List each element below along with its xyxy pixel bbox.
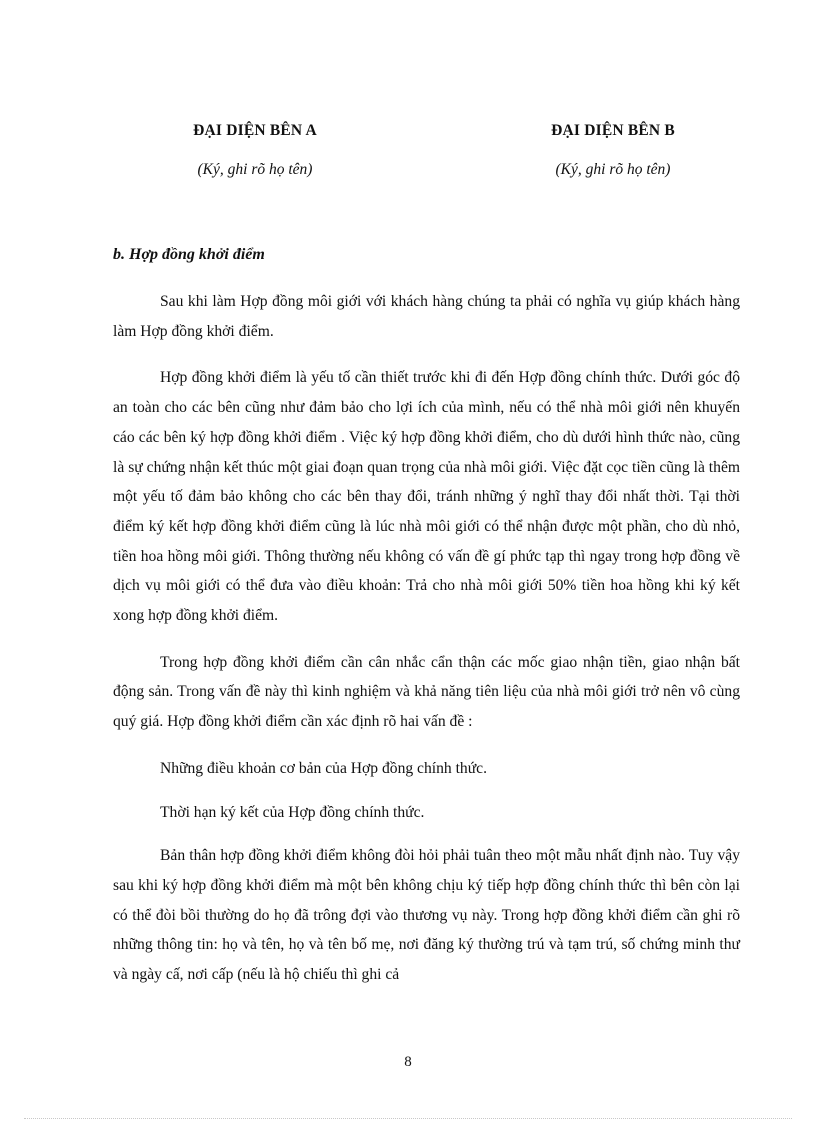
signature-block-party-b	[493, 120, 733, 181]
paragraph: Bản thân hợp đồng khởi điểm không đòi hỏi phải tuân theo một mẫu nhất định nào. Tuy vậy sau khi ký hợp đồng khởi điểm mà một bên không chịu ký tiếp hợp đồng chính thức thì bên còn lại có thể đòi bồi thường do họ đã trông đợi vào thương vụ này. Trong hợp đồng khởi điểm cần ghi rõ những thông tin: họ và tên, họ và tên bố mẹ, nơi đăng ký thường trú và tạm trú, số chứng minh thư và ngày cấ, nơi cấp (nếu là hộ chiếu thì ghi cả	[113, 847, 740, 984]
paragraph: Hợp đồng khởi điểm là yếu tố cần thiết trước khi đi đến Hợp đồng chính thức. Dưới góc độ an toàn cho các bên cũng như đảm bảo cho lợi ích của mình, nếu có thể nhà môi giới nên khuyến cáo các bên ký hợp đồng khởi điểm . Việc ký hợp đồng khởi điểm, cho dù dưới hình thức nào, cũng là sự chứng nhận kết thúc một giai đoạn quan trọng của nhà môi giới. Việc đặt cọc tiền cũng là thêm một yếu tố đảm bảo không cho các bên thay đổi, tránh những ý nghĩ thay đổi nhất thời. Tại thời điểm ký kết hợp đồng khởi điểm cũng là lúc nhà môi giới có thể nhận được một phần, cho dù nhỏ, tiền hoa hồng môi giới. Thông thường nếu không có vấn đề gí phức tạp thì ngay trong hợp đồng về dịch vụ môi giới có thể đưa vào điều khoản: Trả cho nhà môi giới 50% tiền hoa hồng khi ký kết xong hợp đồng khởi điểm.	[113, 369, 740, 625]
signature-title-party-a: ĐẠI DIỆN BÊN A	[193, 122, 317, 139]
paragraph: Sau khi làm Hợp đồng môi giới với khách hàng chúng ta phải có nghĩa vụ giúp khách hàng làm Hợp đồng khởi điểm.	[113, 293, 740, 340]
document-body	[113, 241, 740, 1007]
page-number: 8	[404, 1054, 412, 1070]
list-item: Thời hạn ký kết của Hợp đồng chính thức.	[160, 803, 425, 821]
signature-note-party-b: (Ký, ghi rõ họ tên)	[555, 161, 671, 178]
signature-title-party-b: ĐẠI DIỆN BÊN B	[551, 122, 675, 139]
paragraph: Trong hợp đồng khởi điểm cần cân nhắc cẩn thận các mốc giao nhận tiền, giao nhận bất động sản. Trong vấn đề này thì kinh nghiệm và khả năng tiên liệu của nhà môi giới trở nên vô cùng quý giá. Hợp đồng khởi điểm cần xác định rõ hai vấn đề :	[113, 653, 740, 731]
signature-note-party-a: (Ký, ghi rõ họ tên)	[197, 161, 313, 178]
page-edge-divider	[24, 1118, 792, 1119]
section-heading: b. Hợp đồng khởi điểm	[113, 246, 265, 263]
signature-block-party-a	[135, 120, 375, 181]
list-item: Những điều khoản cơ bản của Hợp đồng chính thức.	[160, 759, 488, 777]
